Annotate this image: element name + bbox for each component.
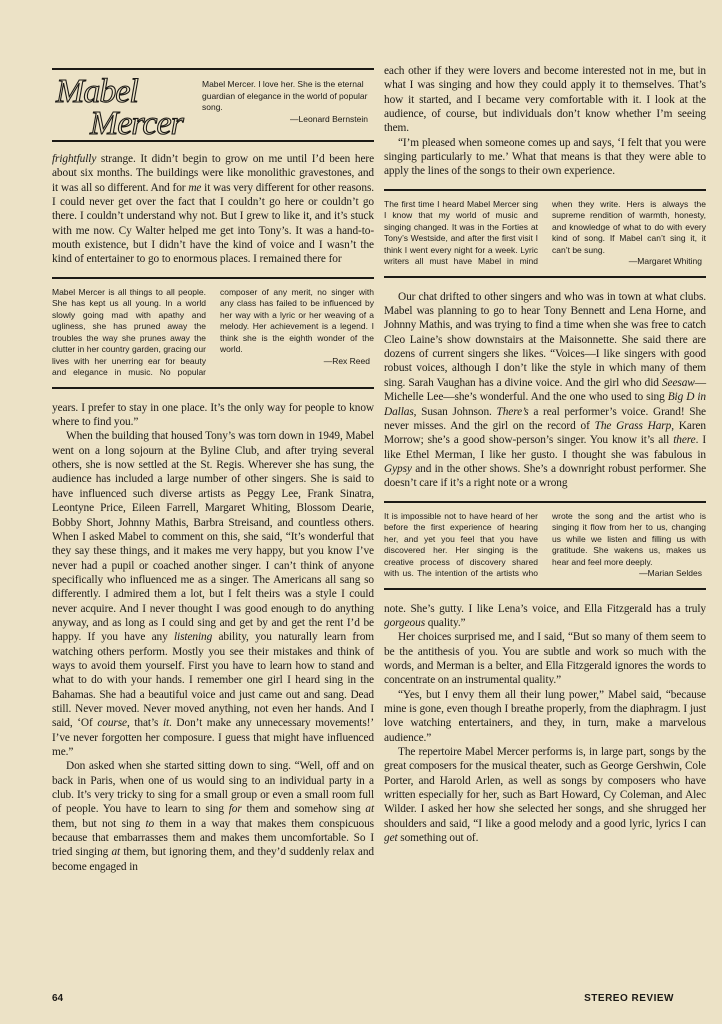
left-paragraph-4: Don asked when she started sitting down to sing. “Well, off and on back in Paris, when one of us would sing to an individual party in a club. It’s very tricky to sing for a small group or even a small room full of people. You have to learn to sing for them and somehow sing at them, but not sing to them in a way that makes them conspicuous because that embarrasses them and makes them uncomfortable. So I tried singing at them, but ignoring them, and they’d suddenly relax and become engaged in [52, 760, 374, 873]
left-paragraph-2: years. I prefer to stay in one place. It’s the only way for people to know where to find you.” [52, 401, 374, 429]
title-line2: Mercer [90, 105, 183, 140]
article-title-logo [52, 70, 202, 140]
pull-quote-attribution: —Rex Reed [323, 355, 370, 366]
pull-quote-rex-reed [52, 277, 374, 389]
right-paragraph-4: note. She’s gutty. I like Lena’s voice, and Ella Fitzgerald has a truly gorgeous quality.” [384, 602, 706, 629]
pull-quote-attribution: —Marian Seldes [639, 568, 702, 579]
pull-quote-text: It is impossible not to have heard of her before the first experience of hearing her, and yet you feel that you have discovered her. Her singing is the creative process of discovery shared with us. The intention of the artists who wrote the song and the artist who is singing it flow from her to us, changing us while we listen and filling us with gratitude. She wakens us, makes us hear and feel more deeply. [384, 510, 706, 579]
pull-quote-text: Mabel Mercer is all things to all people. She has kept us all young. In a world slowly going mad with apathy and ugliness, she has pruned away the troubles the way she prunes away the clutter in her country garden, gracing our lives with her unerring ear for beauty and elegance in music. No popular composer of any merit, no singer with any class has failed to be influenced by her way with a lyric or her weaving of a melody. Her achievement is a legend. I think she is the eighth wonder of the world. [52, 286, 374, 378]
title-line1: Mabel [56, 73, 138, 110]
left-column [52, 64, 374, 874]
right-paragraph-2: “I’m pleased when someone comes up and says, ‘I felt that you were singing particularly to me.’ What that means is that they were able to apply the lines of the songs to their own experience. [384, 136, 706, 178]
magazine-name: STEREO REVIEW [584, 993, 674, 1004]
right-paragraph-3: Our chat drifted to other singers and who was in town at what clubs. Mabel was planning to go to hear Tony Bennett and Lena Horne, and Johnny Mathis, and was trying to find a time when she was free to catch Cleo Laine’s show downstairs at the Maisonnette. She said there are dozens of current singers she likes. “Voices—I like singers with good robust voices, although I don’t like the style in which many of them sing. Sarah Vaughan has a divine voice. And the girl who did Seesaw—Michelle Lee—she’s wonderful. And the one who used to sing Big D in Dallas, Susan Johnson. There’s a real performer’s voice. Grand! She never misses. And the girl on the record of The Grass Harp, Karen Morrow; she’s a good show-person’s singer. You know it’s all there. I like Ethel Merman, I like her gusto. I thought she was fabulous in Gypsy and in the other shows. She’s a downright robust performer. She doesn’t care if it’s a right note or a wrong [384, 290, 707, 490]
page-number: 64 [52, 993, 64, 1004]
epigraph-text: Mabel Mercer. I love her. She is the eternal guardian of elegance in the world of popular song. [202, 79, 368, 112]
pull-quote-attribution: —Margaret Whiting [628, 256, 702, 267]
epigraph [202, 70, 374, 140]
right-paragraph-7: The repertoire Mabel Mercer performs is, in large part, songs by the great composers for the musical theater, such as George Gershwin, Cole Porter, and Harold Arlen, as well as songs by composers who have written especially for her, such as Bart Howard, Cy Coleman, and Alec Wilder. I asked her how she selected her songs, and she shrugged her shoulders and said, “I like a good melody and a good lyric, lyrics I can get something out of. [384, 746, 706, 845]
right-paragraph-1: each other if they were lovers and become interested not in me, but in what I was singing and how they could apply it to themselves. That’s how it started, and I became very comfortable with it. I look at the audience, of course, but individuals don’t know whether I’m seeing them. [384, 65, 706, 135]
pull-quote-marian-seldes [384, 501, 706, 590]
pull-quote-text: The first time I heard Mabel Mercer sing I know that my world of music and singing changed. It was in the Forties at Tony’s Westside, and after the first visit I think I went every night for a week. Lyric writers all must have Mabel in mind when they write. Hers is always the supreme rendition of warmth, honesty, and knowledge of what to do with every kind of song. If Mabel can’t sing it, it can’t be sung. [384, 198, 706, 267]
epigraph-attribution: —Leonard Bernstein [290, 113, 368, 124]
left-paragraph-1: frightfully strange. It didn’t begin to grow on me until I’d been here about six months. The buildings were like monolithic gravestones, and it was all so different. And for me it was very different for other reasons. I could never get over the fact that I couldn’t go here or couldn’t go there. I couldn’t understand why not. But I grew to like it, and it’s stuck with me now. Cy Walter helped me get into Tony’s. It was a hand-to-mouth existence, but I didn’t have the kind of voice and I wasn’t the kind of entertainer to go to enormous places. I remained there for [52, 153, 374, 266]
right-paragraph-5: Her choices surprised me, and I said, “But so many of them seem to be the antithesis of you. You are subtle and work so much with the words, and Merman is a belter, and Ella Fitzgerald ignores the words to concentrate on an instrumental quality.” [384, 631, 706, 687]
left-paragraph-3: When the building that housed Tony’s was torn down in 1949, Mabel went on a long sojourn at the Byline Club, and after trying several others, she is now settled at the St. Regis. Wherever she has sung, the audience has included a large number of other singers. She is said to have influenced such diverse artists as Peggy Lee, Frank Sinatra, Leontyne Price, Eileen Farrell, Margaret Whiting, Blossom Dearie, Bobby Short, Johnny Mathis, Barbra Streisand, and countless others. When I asked Mabel to comment on this, she said, “It’s wonderful that they say these things, and it makes me very happy, but you know I’ve never had a pupil or coached another singer. I can’t think of anyone specifically who influenced me as a singer. The Americans all sang so differently. I admired them a lot, but I felt theirs was a style I could never acquire. And I never thought I was good enough to do anything anyway, and as long as I could sing and get by and get the rent I’d be happy. If you have any listening ability, you naturally learn from watching others perform. Mostly you see their mistakes and think of ways to avoid them yourself. First you have to learn how to stand and what to do with your hands. I remember one girl I heard sing in the Bahamas. She had a beautiful voice and just came out and sang. Dead still. Never moved. Never moved anything, not even her hands. And I said, ‘Of course, that’s it. Don’t make any unnecessary movements!’ I’ve never forgotten her composure. I guess that might have influenced me.” [52, 430, 374, 758]
right-paragraph-6: “Yes, but I envy them all their lung power,” Mabel said, “because mine is gone, even though I breathe properly, from the diaphragm. I just love watching entertainers, and they, in turn, make a marvelous audience.” [384, 688, 706, 744]
title-block [52, 68, 374, 142]
pull-quote-margaret-whiting [384, 189, 706, 278]
right-column [384, 64, 706, 845]
